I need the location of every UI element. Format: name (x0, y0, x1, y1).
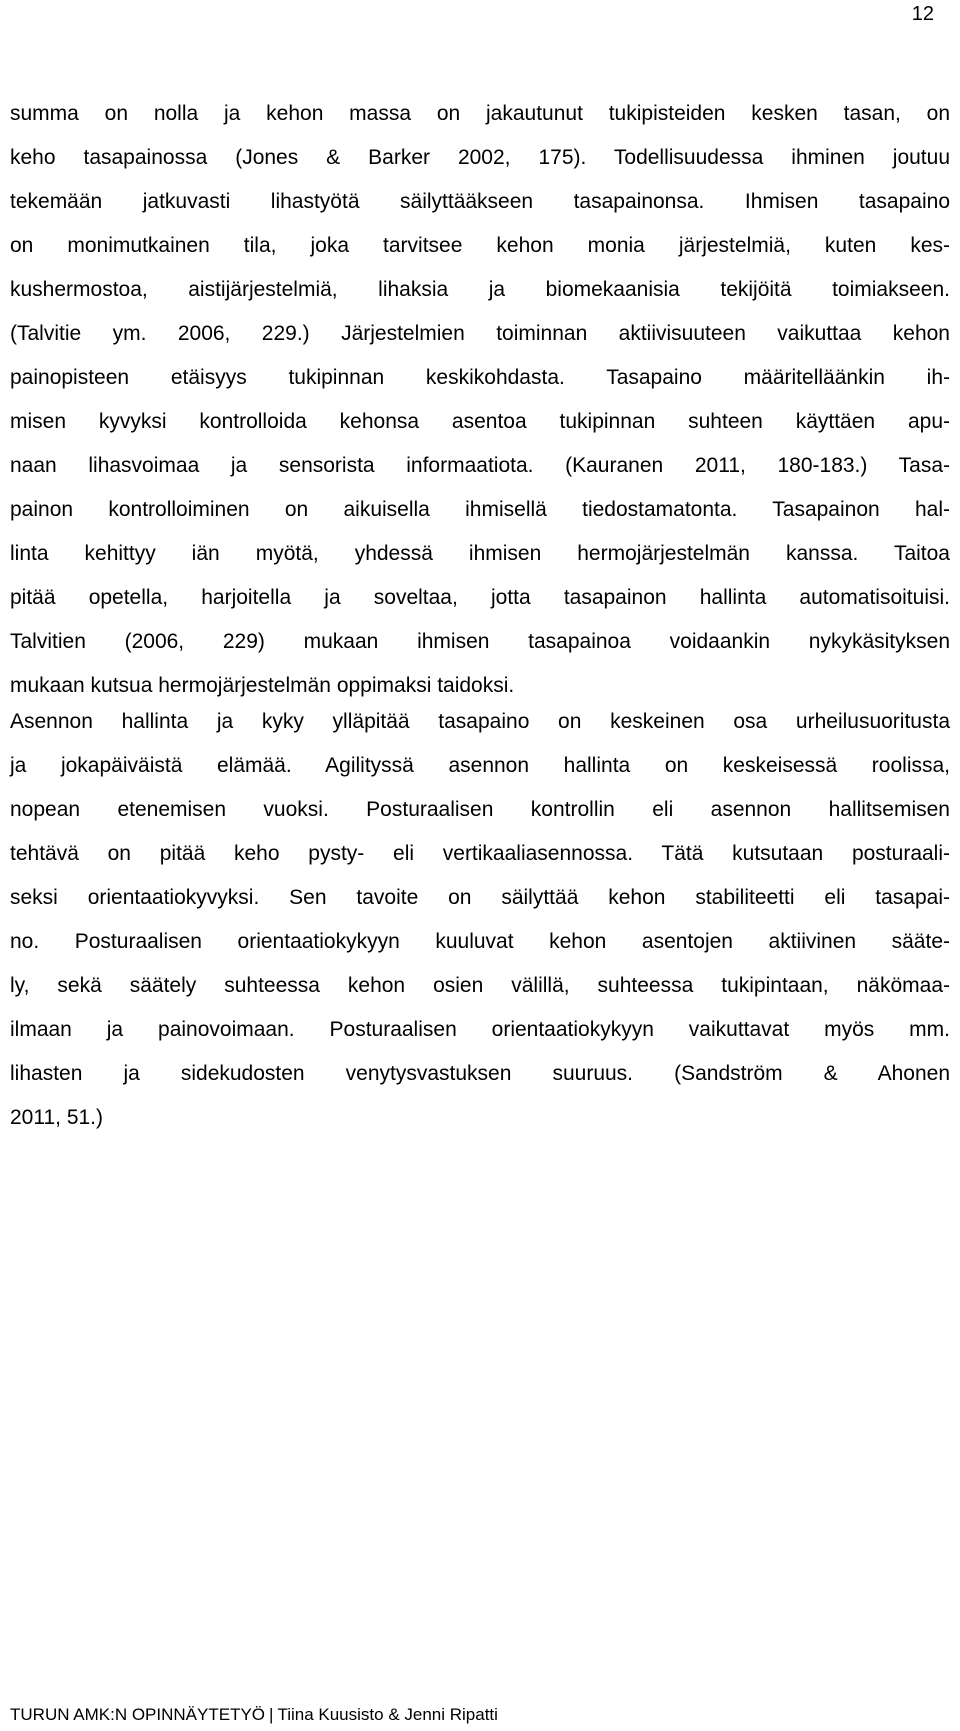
page-footer (10, 1705, 498, 1725)
text-line: (Talvitie ym. 2006, 229.) Järjestelmien toiminnan aktiivisuuteen vaikuttaa kehon (10, 322, 950, 345)
text-line: Talvitien (2006, 229) mukaan ihmisen tasapainoa voidaankin nykykäsityksen (10, 630, 950, 653)
text-line: misen kyvyksi kontrolloida kehonsa asentoa tukipinnan suhteen käyttäen apu- (10, 410, 950, 433)
text-line: painopisteen etäisyys tukipinnan keskikohdasta. Tasapaino määritelläänkin ih- (10, 366, 950, 389)
text-line: on monimutkainen tila, joka tarvitsee kehon monia järjestelmiä, kuten kes- (10, 234, 950, 257)
footer-separator: | (269, 1705, 274, 1724)
text-line: Asennon hallinta ja kyky ylläpitää tasapaino on keskeinen osa urheilusuoritusta (10, 710, 950, 733)
text-line: naan lihasvoimaa ja sensorista informaatiota. (Kauranen 2011, 180-183.) Tasa- (10, 454, 950, 477)
paragraph-1 (10, 92, 950, 708)
text-line: ly, sekä säätely suhteessa kehon osien välillä, suhteessa tukipintaan, näkömaa- (10, 974, 950, 997)
text-line: painon kontrolloiminen on aikuisella ihmisellä tiedostamatonta. Tasapainon hal- (10, 498, 950, 521)
text-line: tekemään jatkuvasti lihastyötä säilyttääkseen tasapainonsa. Ihmisen tasapaino (10, 190, 950, 213)
footer-institution: TURUN AMK:N OPINNÄYTETYÖ (10, 1705, 266, 1724)
text-line: ja jokapäiväistä elämää. Agilityssä asennon hallinta on keskeisessä roolissa, (10, 754, 950, 777)
text-line: nopean etenemisen vuoksi. Posturaalisen kontrollin eli asennon hallitsemisen (10, 798, 950, 821)
text-line: lihasten ja sidekudosten venytysvastuksen suuruus. (Sandström & Ahonen (10, 1062, 950, 1085)
text-line: tehtävä on pitää keho pysty- eli vertikaaliasennossa. Tätä kutsutaan posturaali- (10, 842, 950, 865)
text-line: ilmaan ja painovoimaan. Posturaalisen orientaatiokykyyn vaikuttavat myös mm. (10, 1018, 950, 1041)
paragraph-2 (10, 700, 950, 1140)
text-line: keho tasapainossa (Jones & Barker 2002, 175). Todellisuudessa ihminen joutuu (10, 146, 950, 169)
text-line: kushermostoa, aistijärjestelmiä, lihaksia ja biomekaanisia tekijöitä toimiakseen. (10, 278, 950, 301)
text-line: 2011, 51.) (10, 1106, 104, 1129)
footer-authors: Tiina Kuusisto & Jenni Ripatti (277, 1705, 498, 1724)
text-line: summa on nolla ja kehon massa on jakautunut tukipisteiden kesken tasan, on (10, 102, 950, 125)
text-line: pitää opetella, harjoitella ja soveltaa, jotta tasapainon hallinta automatisoituisi. (10, 586, 950, 609)
text-line: linta kehittyy iän myötä, yhdessä ihmisen hermojärjestelmän kanssa. Taitoa (10, 542, 950, 565)
text-line: no. Posturaalisen orientaatiokykyyn kuuluvat kehon asentojen aktiivinen sääte- (10, 930, 950, 953)
text-line: seksi orientaatiokyvyksi. Sen tavoite on säilyttää kehon stabiliteetti eli tasapai- (10, 886, 950, 909)
page-number: 12 (911, 3, 934, 25)
text-line: mukaan kutsua hermojärjestelmän oppimaksi taidoksi. (10, 674, 515, 697)
